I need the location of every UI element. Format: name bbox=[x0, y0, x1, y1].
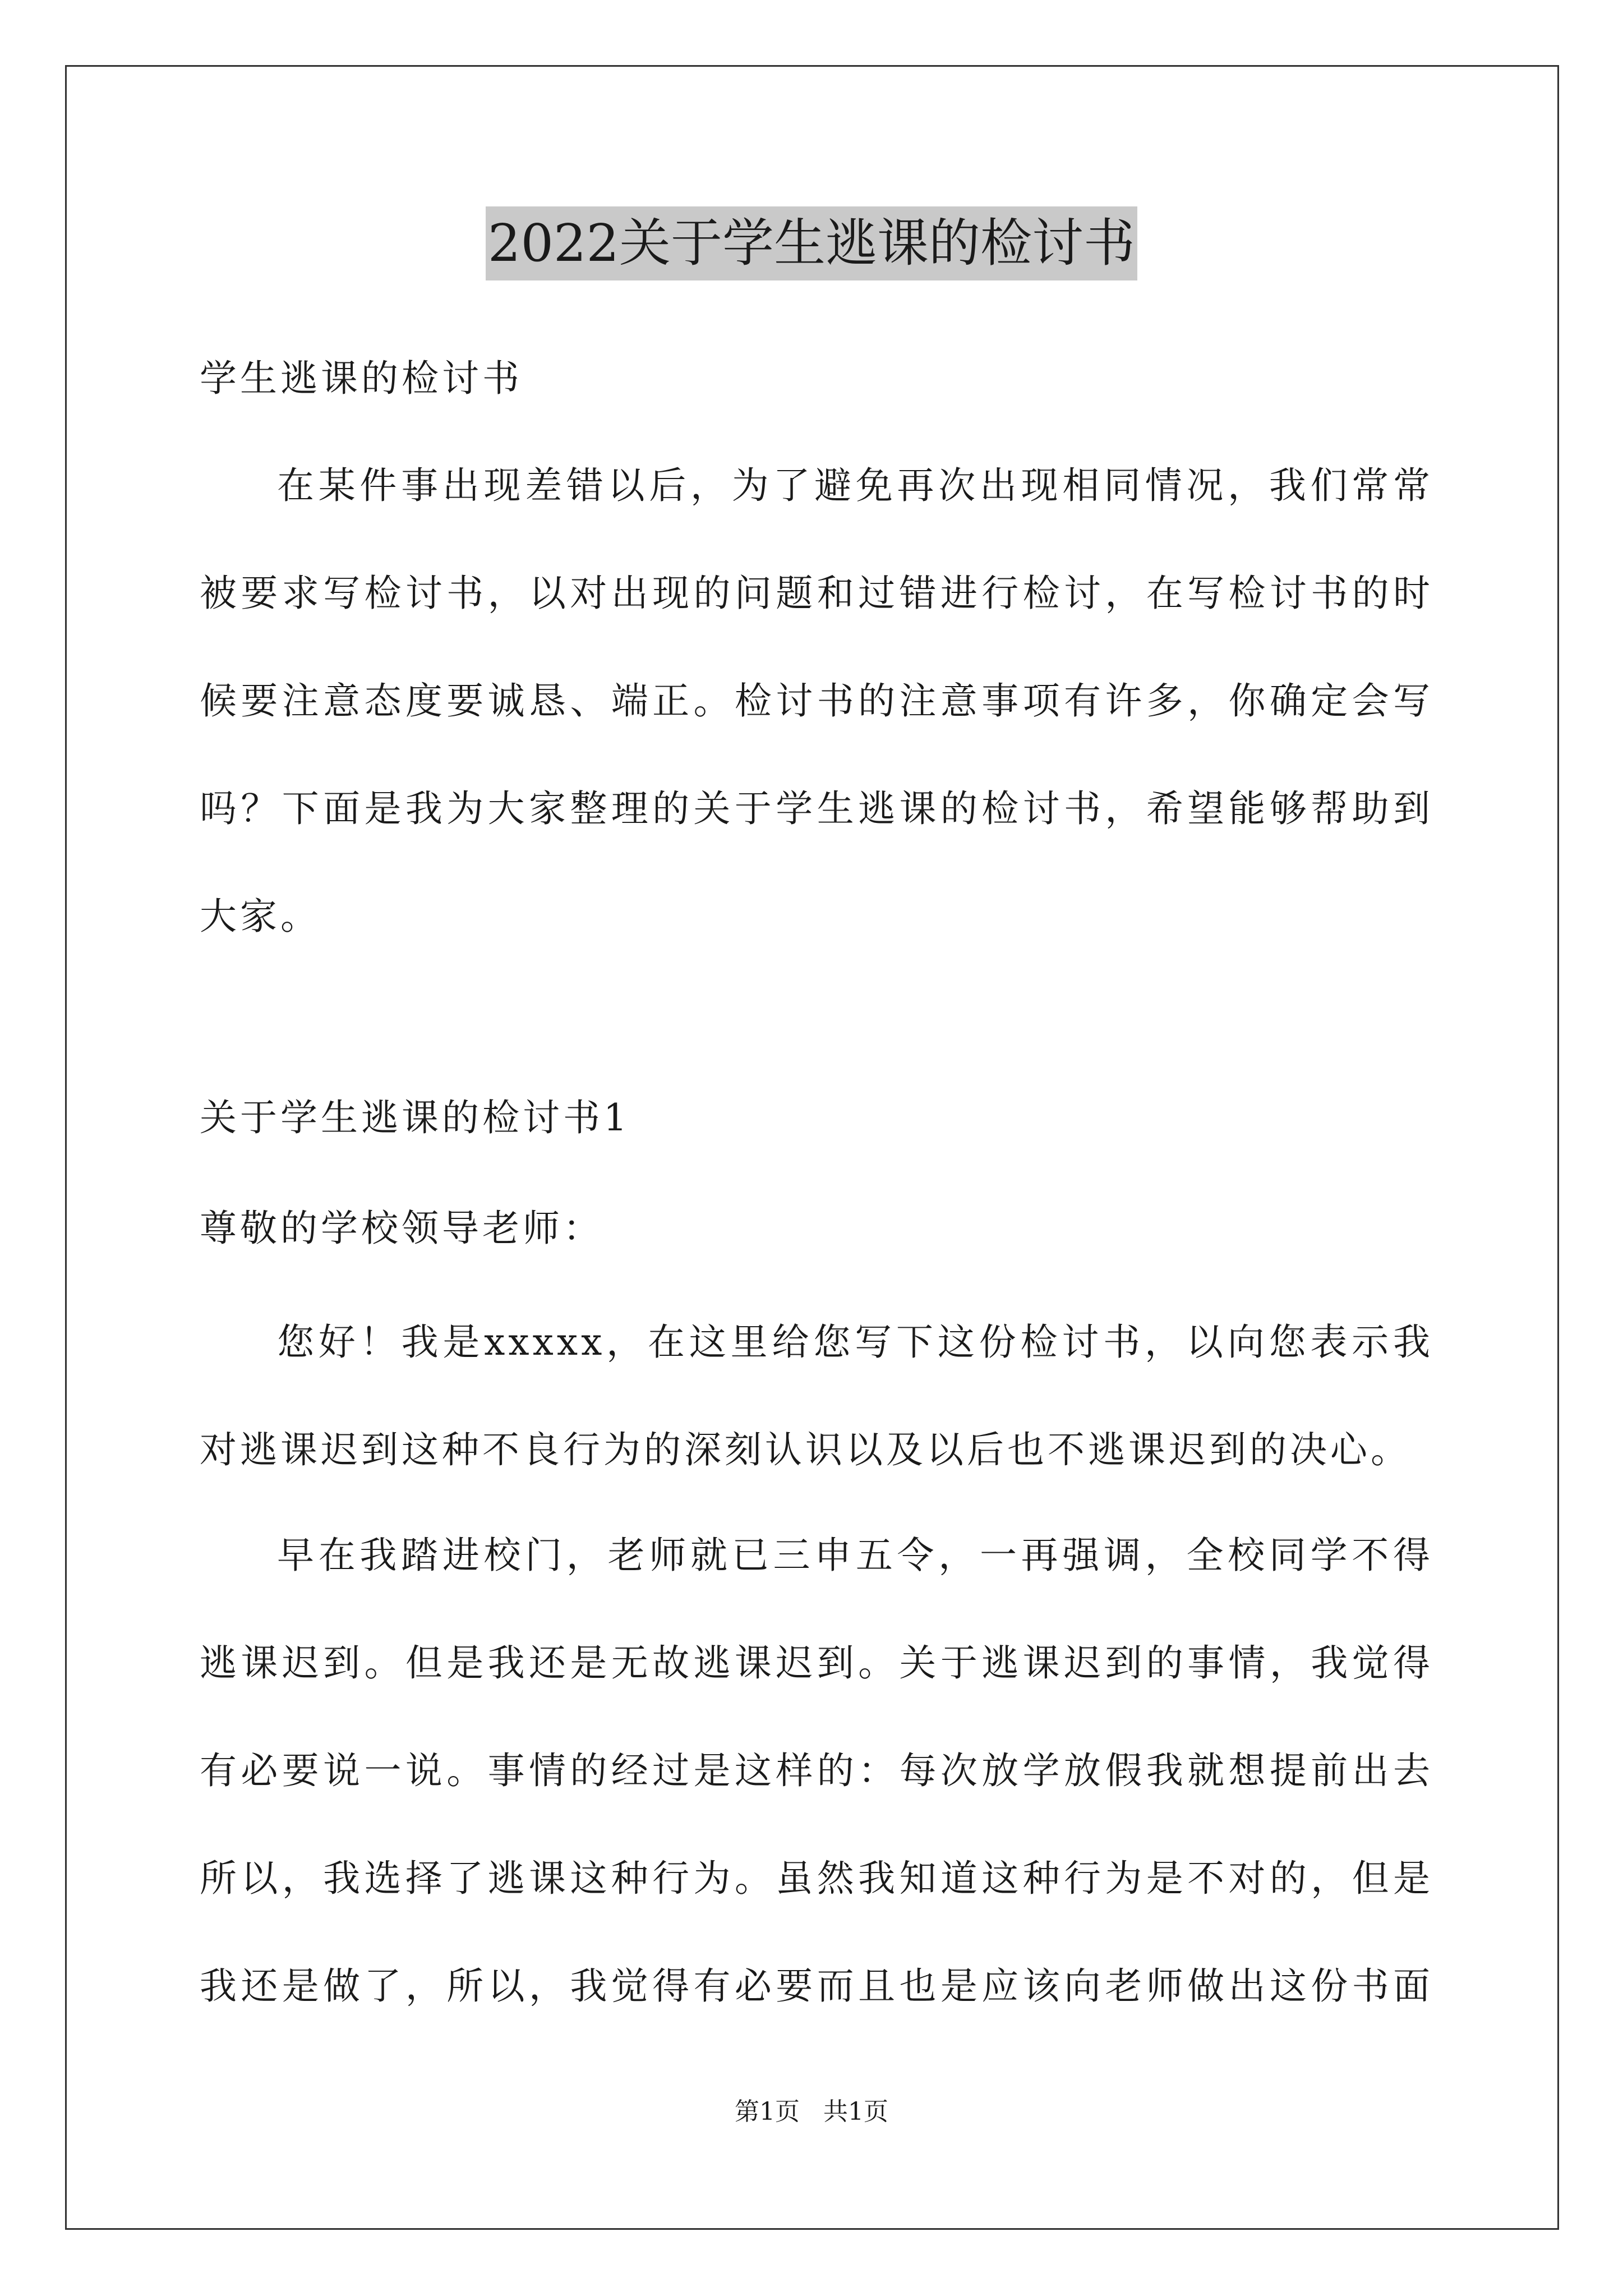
paragraph-line: 我还是做了，所以，我觉得有必要而且也是应该向老师做出这份书面 bbox=[200, 1964, 1433, 2008]
paragraph-line: 早在我踏进校门，老师就已三申五令，一再强调，全校同学不得 bbox=[277, 1534, 1433, 1577]
document-subtitle: 学生逃课的检讨书 bbox=[200, 357, 523, 400]
intro-line: 在某件事出现差错以后，为了避免再次出现相同情况，我们常常 bbox=[277, 464, 1433, 507]
intro-line: 吗？下面是我为大家整理的关于学生逃课的检讨书，希望能够帮助到 bbox=[200, 787, 1433, 830]
page-footer: 第1页 共1页 bbox=[735, 2097, 888, 2126]
paragraph-line: 您好！我是xxxxx，在这里给您写下这份检讨书，以向您表示我 bbox=[277, 1320, 1433, 1364]
intro-line: 候要注意态度要诚恳、端正。检讨书的注意事项有许多，你确定会写 bbox=[200, 679, 1433, 723]
title-wrap bbox=[0, 206, 1623, 280]
paragraph-line: 所以，我选择了逃课这种行为。虽然我知道这种行为是不对的，但是 bbox=[200, 1857, 1433, 1900]
intro-line: 被要求写检讨书，以对出现的问题和过错进行检讨，在写检讨书的时 bbox=[200, 572, 1433, 615]
section-title: 关于学生逃课的检讨书1 bbox=[200, 1096, 630, 1139]
paragraph-line: 有必要说一说。事情的经过是这样的：每次放学放假我就想提前出去 bbox=[200, 1749, 1433, 1792]
intro-paragraph bbox=[200, 432, 1433, 970]
document-title: 2022关于学生逃课的检讨书 bbox=[486, 206, 1137, 280]
paragraph-2 bbox=[200, 1502, 1433, 2040]
intro-line: 大家。 bbox=[200, 895, 321, 938]
salutation: 尊敬的学校领导老师： bbox=[200, 1207, 603, 1250]
paragraph-line: 逃课迟到。但是我还是无故逃课迟到。关于逃课迟到的事情，我觉得 bbox=[200, 1641, 1433, 1685]
paragraph-1 bbox=[200, 1289, 1433, 1504]
paragraph-line: 对逃课迟到这种不良行为的深刻认识以及以后也不逃课迟到的决心。 bbox=[200, 1428, 1411, 1471]
